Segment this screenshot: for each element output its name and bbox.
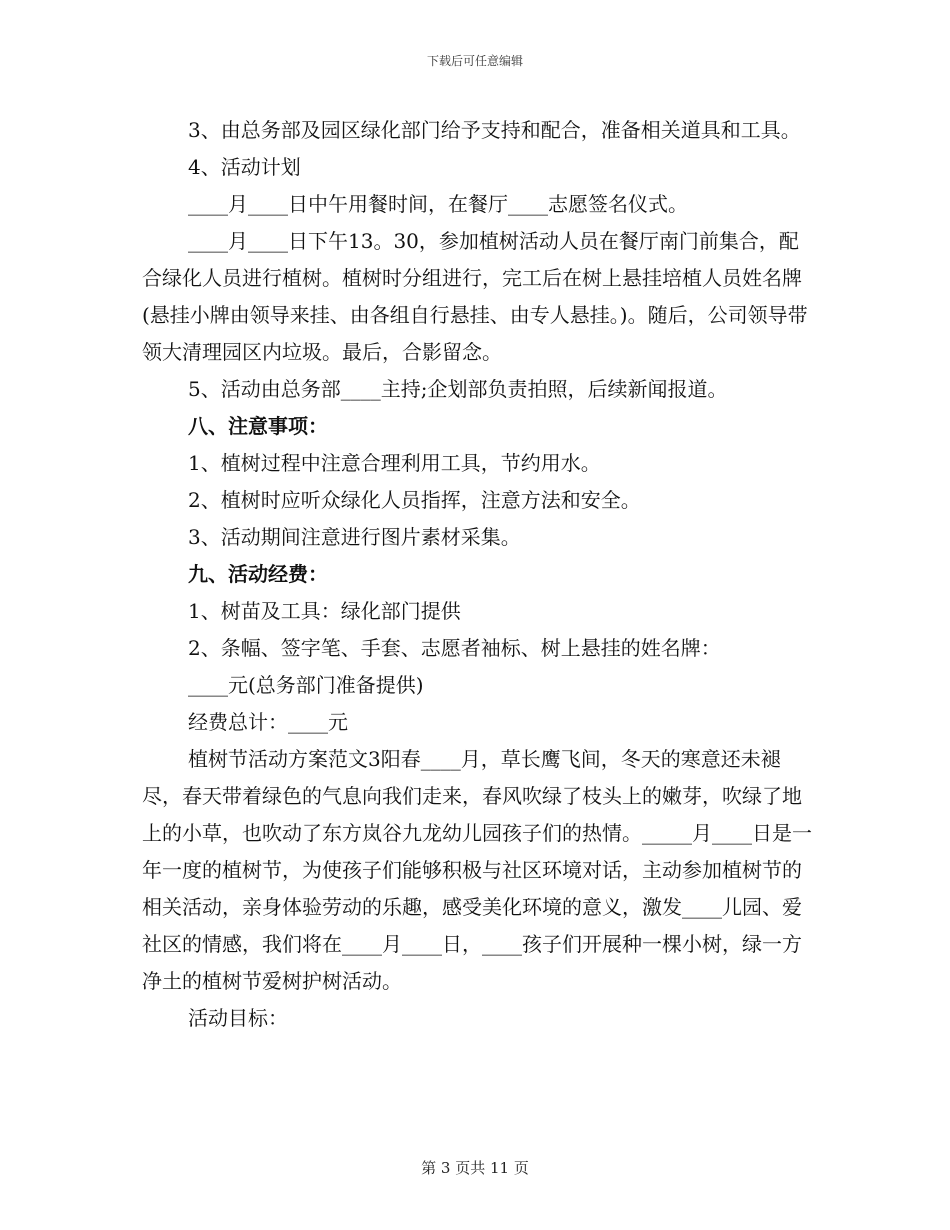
paragraph: ____月____日下午13。30，参加植树活动人员在餐厅南门前集合，配合绿化人员进行植树。植树时分组进行，完工后在树上悬挂培植人员姓名牌(悬挂小牌由领导来挂、由各组自行悬挂、由专人悬挂。)。随后，公司领导带领大清理园区内垃圾。最后，合影留念。 xyxy=(142,229,808,364)
page-header: 下载后可任意编辑 xyxy=(426,54,523,68)
paragraph: 植树节活动方案范文3阳春____月，草长鹰飞间，冬天的寒意还未褪尽，春天带着绿色的气息向我们走来，春风吹绿了枝头上的嫩芽，吹绿了地上的小草，也吹动了东方岚谷九龙幼儿园孩子们的热情。_____月____日是一年一度的植树节，为使孩子们能够积极与社区环境对话，主动参加植树节的相关活动，亲身体验劳动的乐趣，感受美化环境的意义，激发____儿园、爱社区的情感，我们将在____月____日，____孩子们开展种一棵小树，绿一方净土的植树节爱树护树活动。 xyxy=(142,747,812,993)
paragraph: 3、由总务部及园区绿化部门给予支持和配合，准备相关道具和工具。 xyxy=(188,118,801,142)
list-item: 1、树苗及工具：绿化部门提供 xyxy=(188,599,461,623)
section-heading: 八、注意事项： xyxy=(188,414,328,438)
document-body xyxy=(142,112,812,1037)
list-item: 1、植树过程中注意合理利用工具，节约用水。 xyxy=(188,451,601,475)
list-item: 3、活动期间注意进行图片素材采集。 xyxy=(188,525,521,549)
section-heading: 九、活动经费： xyxy=(188,562,328,586)
page-footer: 第 3 页共 11 页 xyxy=(421,1159,529,1177)
paragraph: 5、活动由总务部____主持;企划部负责拍照，后续新闻报道。 xyxy=(188,377,728,401)
paragraph: 活动目标： xyxy=(188,1006,288,1030)
list-item: 2、植树时应听众绿化人员指挥，注意方法和安全。 xyxy=(188,488,641,512)
list-item: 2、条幅、签字笔、手套、志愿者袖标、树上悬挂的姓名牌： xyxy=(188,636,721,660)
paragraph: ____月____日中午用餐时间，在餐厅____志愿签名仪式。 xyxy=(188,192,688,216)
paragraph: 4、活动计划 xyxy=(188,155,301,179)
paragraph: 经费总计：____元 xyxy=(188,710,348,734)
paragraph: ____元(总务部门准备提供) xyxy=(188,673,424,697)
